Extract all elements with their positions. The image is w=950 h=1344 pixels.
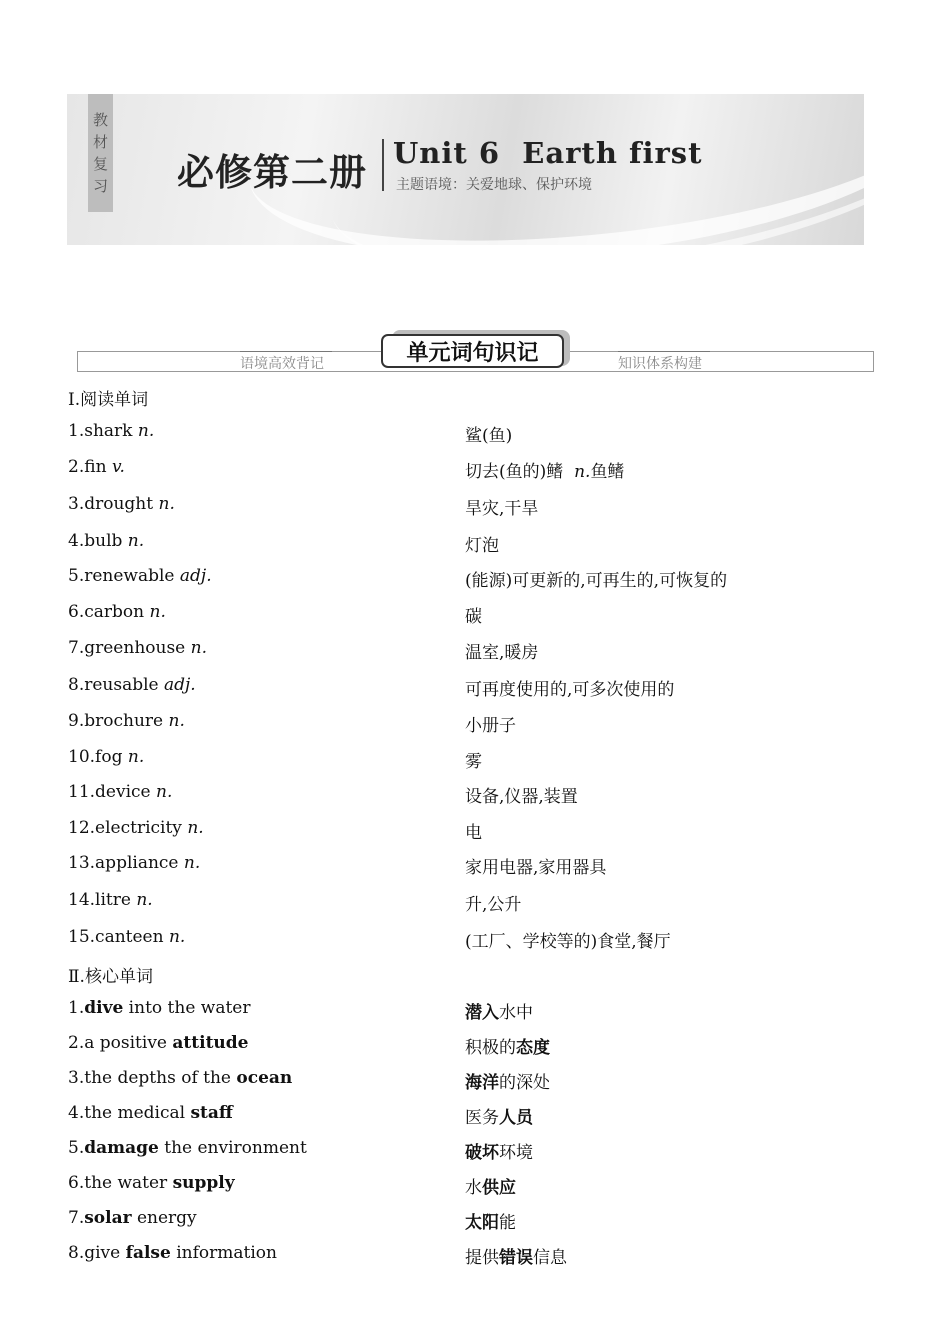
- word-entry: [68, 782, 172, 802]
- chinese-meaning: [465, 531, 499, 556]
- key-word: dive: [84, 998, 124, 1018]
- phrase-text: the medical: [84, 1103, 191, 1123]
- part2-heading: Ⅱ.核心单词: [68, 967, 153, 987]
- side-tab-char: 复: [92, 155, 108, 173]
- key-word: attitude: [172, 1033, 249, 1053]
- phrase-entry: [68, 1243, 277, 1263]
- item-number: 8.: [68, 675, 85, 695]
- meaning-text: 小册子: [465, 716, 516, 736]
- part-of-speech: n.: [168, 927, 186, 947]
- phrase-entry: [68, 1033, 248, 1053]
- part-of-speech: v.: [111, 457, 125, 477]
- list-item: [0, 602, 950, 628]
- meaning-text: 水: [465, 1178, 482, 1198]
- part-of-speech: n.: [136, 890, 153, 910]
- meaning-text: 医务: [465, 1108, 499, 1128]
- item-number: 12.: [68, 818, 96, 838]
- list-item: [0, 1243, 950, 1269]
- chinese-meaning: [465, 602, 482, 627]
- word-entry: [68, 927, 185, 947]
- list-item: [0, 853, 950, 879]
- chinese-meaning: [465, 711, 516, 736]
- side-tab-char: 材: [92, 133, 108, 151]
- chinese-meaning: [465, 927, 671, 952]
- part-of-speech: n.: [158, 494, 175, 514]
- key-meaning: 破坏: [465, 1143, 499, 1163]
- meaning-text: 信息: [533, 1248, 567, 1268]
- word-entry: [68, 494, 175, 514]
- meaning-text: 积极的: [465, 1038, 516, 1058]
- word-entry: [68, 747, 144, 767]
- english-word: fin: [84, 457, 107, 477]
- chinese-meaning: [465, 818, 482, 843]
- chinese-meaning: [465, 890, 521, 915]
- item-number: 1.: [68, 421, 85, 441]
- key-meaning: 潜入: [465, 1003, 499, 1023]
- word-entry: [68, 531, 144, 551]
- chinese-meaning: [465, 782, 578, 807]
- meaning-text: 家用电器,家用器具: [465, 858, 607, 878]
- meaning-text: 鱼鳍: [590, 462, 625, 482]
- list-item: [0, 1173, 950, 1199]
- meaning-text: 环境: [499, 1143, 533, 1163]
- phrase-entry: [68, 1173, 235, 1193]
- chinese-meaning: [465, 1208, 516, 1233]
- key-meaning: 太阳: [465, 1213, 499, 1233]
- item-number: 6.: [68, 602, 85, 622]
- meaning-text: 的深处: [499, 1073, 550, 1093]
- english-word: greenhouse: [84, 638, 186, 658]
- side-tab-char: 习: [92, 177, 108, 195]
- word-entry: [68, 818, 204, 838]
- list-item: [0, 531, 950, 557]
- list-item: [0, 1138, 950, 1164]
- list-item: [0, 782, 950, 808]
- meaning-text: 升,公升: [465, 895, 522, 915]
- chinese-meaning: [465, 566, 727, 591]
- chinese-meaning: [465, 1173, 516, 1198]
- item-number: 2.: [68, 457, 85, 477]
- chinese-meaning: [465, 853, 606, 878]
- list-item: [0, 566, 950, 592]
- key-word: false: [125, 1243, 171, 1263]
- item-number: 5.: [68, 1138, 85, 1158]
- item-number: 14.: [68, 890, 96, 910]
- english-word: appliance: [95, 853, 179, 873]
- chinese-meaning: [465, 1103, 533, 1128]
- volume-title: 必修第二册: [177, 151, 367, 194]
- section-label-right: 知识体系构建: [618, 356, 702, 372]
- item-number: 3.: [68, 494, 85, 514]
- item-number: 10.: [68, 747, 96, 767]
- list-item: [0, 890, 950, 916]
- key-meaning: 态度: [516, 1038, 550, 1058]
- word-entry: [68, 566, 212, 586]
- meaning-text: 提供: [465, 1248, 499, 1268]
- list-item: [0, 1208, 950, 1234]
- phrase-entry: [68, 998, 251, 1018]
- phrase-text: energy: [131, 1208, 197, 1228]
- phrase-entry: [68, 1138, 307, 1158]
- meaning-text: 水中: [499, 1003, 533, 1023]
- meaning-text: 旱灾,干旱: [465, 499, 539, 519]
- chinese-meaning: [465, 998, 533, 1023]
- chinese-meaning: [465, 1068, 550, 1093]
- english-word: reusable: [84, 675, 159, 695]
- meaning-text: (能源)可更新的,可再生的,可恢复的: [465, 571, 728, 591]
- meaning-text: 雾: [465, 752, 482, 772]
- part-of-speech: n.: [127, 747, 145, 767]
- side-tab-char: 教: [92, 111, 108, 129]
- phrase-text: the water: [84, 1173, 173, 1193]
- list-item: [0, 457, 950, 483]
- list-item: [0, 675, 950, 701]
- unit-title: Unit 6 Earth first: [393, 136, 703, 170]
- meaning-text: 设备,仪器,装置: [465, 787, 578, 807]
- part1-heading: Ⅰ.阅读单词: [68, 390, 149, 410]
- english-word: litre: [95, 890, 131, 910]
- item-number: 3.: [68, 1068, 85, 1088]
- word-entry: [68, 675, 196, 695]
- list-item: [0, 1068, 950, 1094]
- item-number: 7.: [68, 1208, 85, 1228]
- meaning-text: 鲨(鱼): [465, 426, 513, 446]
- chinese-meaning: [465, 1138, 533, 1163]
- phrase-text: a positive: [84, 1033, 173, 1053]
- phrase-entry: [68, 1208, 197, 1228]
- list-item: [0, 818, 950, 844]
- key-word: ocean: [236, 1068, 293, 1088]
- item-number: 9.: [68, 711, 85, 731]
- meaning-text: 切去(鱼的)鳍: [465, 462, 564, 482]
- part-of-speech: n.: [187, 818, 204, 838]
- part-of-speech: n.: [190, 638, 207, 658]
- key-word: solar: [84, 1208, 132, 1228]
- part-of-speech: n.: [137, 421, 155, 441]
- meaning-text: 能: [499, 1213, 516, 1233]
- word-entry: [68, 890, 153, 910]
- chinese-meaning: [465, 457, 624, 482]
- chinese-meaning: [465, 747, 482, 772]
- word-entry: [68, 638, 207, 658]
- meaning-text: 灯泡: [465, 536, 499, 556]
- phrase-text: give: [84, 1243, 126, 1263]
- chinese-meaning: [465, 1243, 567, 1268]
- english-word: carbon: [84, 602, 145, 622]
- english-word: electricity: [95, 818, 182, 838]
- part-of-speech: n.: [183, 853, 201, 873]
- meaning-text: 碳: [465, 607, 482, 627]
- english-word: bulb: [84, 531, 123, 551]
- english-word: shark: [84, 421, 133, 441]
- key-word: damage: [84, 1138, 159, 1158]
- english-word: canteen: [95, 927, 164, 947]
- word-entry: [68, 853, 200, 873]
- key-word: staff: [190, 1103, 233, 1123]
- unit-subtitle: 主题语境：关爱地球、保护环境: [396, 177, 592, 193]
- key-meaning: 人员: [499, 1108, 533, 1128]
- chinese-meaning: [465, 1033, 550, 1058]
- chinese-meaning: [465, 421, 512, 446]
- english-word: renewable: [84, 566, 175, 586]
- meaning-text: (工厂、学校等的)食堂,餐厅: [465, 932, 671, 952]
- part-of-speech: n.: [168, 711, 185, 731]
- item-number: 2.: [68, 1033, 85, 1053]
- item-number: 4.: [68, 1103, 85, 1123]
- section-title: 单元词句识记: [381, 334, 564, 368]
- phrase-entry: [68, 1068, 292, 1088]
- item-number: 11.: [68, 782, 96, 802]
- phrase-entry: [68, 1103, 233, 1123]
- part-of-speech: n.: [156, 782, 173, 802]
- part-of-speech: n.: [127, 531, 145, 551]
- english-word: brochure: [84, 711, 164, 731]
- phrase-text: information: [170, 1243, 277, 1263]
- key-word: supply: [172, 1173, 235, 1193]
- part-of-speech: n.: [574, 462, 591, 482]
- english-word: drought: [84, 494, 154, 514]
- list-item: [0, 638, 950, 664]
- chinese-meaning: [465, 638, 538, 663]
- list-item: [0, 1103, 950, 1129]
- item-number: 1.: [68, 998, 85, 1018]
- item-number: 5.: [68, 566, 85, 586]
- english-word: fog: [95, 747, 123, 767]
- list-item: [0, 421, 950, 447]
- phrase-text: the depths of the: [84, 1068, 237, 1088]
- meaning-text: 电: [465, 823, 482, 843]
- item-number: 13.: [68, 853, 96, 873]
- word-entry: [68, 602, 166, 622]
- chinese-meaning: [465, 675, 674, 700]
- part-of-speech: adj.: [179, 566, 212, 586]
- phrase-text: into the water: [123, 998, 251, 1018]
- item-number: 7.: [68, 638, 85, 658]
- list-item: [0, 927, 950, 953]
- english-word: device: [95, 782, 151, 802]
- word-entry: [68, 421, 154, 441]
- phrase-text: the environment: [158, 1138, 307, 1158]
- list-item: [0, 494, 950, 520]
- list-item: [0, 711, 950, 737]
- meaning-text: 温室,暖房: [465, 643, 539, 663]
- item-number: 15.: [68, 927, 96, 947]
- section-label-left: 语境高效背记: [240, 356, 324, 372]
- chinese-meaning: [465, 494, 538, 519]
- list-item: [0, 998, 950, 1024]
- meaning-text: 可再度使用的,可多次使用的: [465, 680, 675, 700]
- list-item: [0, 1033, 950, 1059]
- key-meaning: 供应: [482, 1178, 516, 1198]
- part-of-speech: n.: [149, 602, 166, 622]
- word-entry: [68, 711, 185, 731]
- list-item: [0, 747, 950, 773]
- key-meaning: 错误: [499, 1248, 533, 1268]
- key-meaning: 海洋: [465, 1073, 499, 1093]
- part-of-speech: adj.: [164, 675, 196, 695]
- item-number: 4.: [68, 531, 85, 551]
- word-entry: [68, 457, 125, 477]
- item-number: 6.: [68, 1173, 85, 1193]
- item-number: 8.: [68, 1243, 85, 1263]
